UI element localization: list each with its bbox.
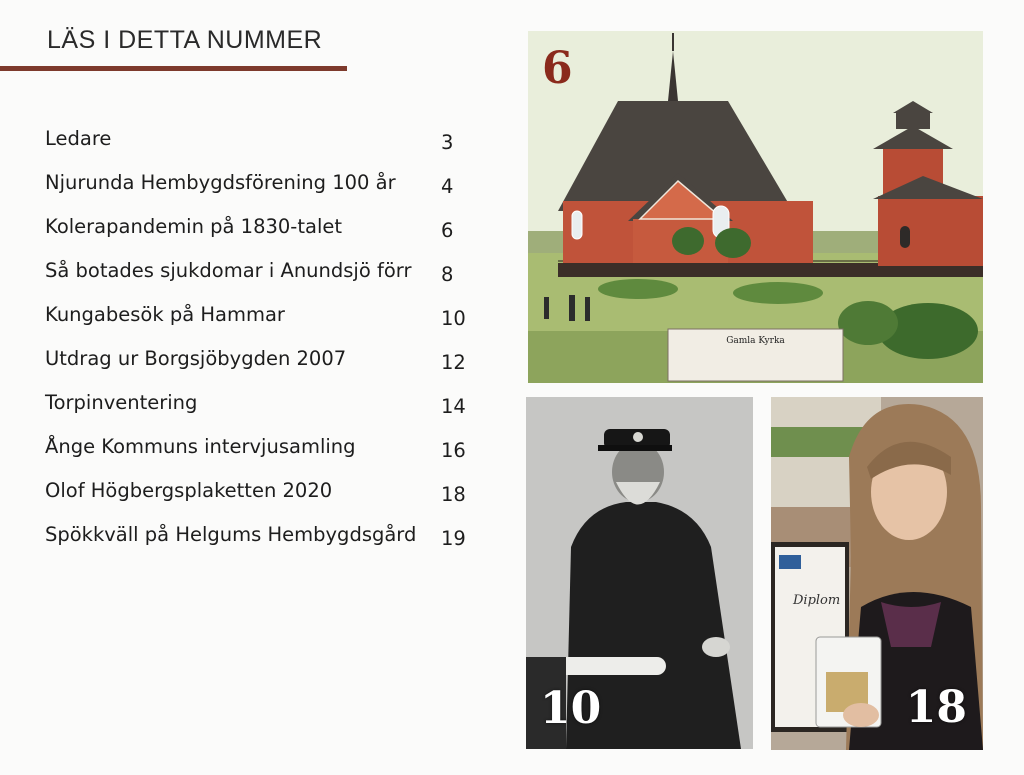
toc-title: Kolerapandemin på 1830-talet [45,215,343,238]
toc-row[interactable] [45,211,475,255]
toc-row[interactable] [45,255,475,299]
toc-title: Utdrag ur Borgsjöbygden 2007 [45,347,347,370]
toc-page-number: 6 [441,219,454,242]
photo-page-number: 18 [905,682,967,733]
toc-row[interactable] [45,343,475,387]
page-title: LÄS I DETTA NUMMER [47,26,323,54]
toc-page-number: 16 [441,439,466,462]
header-divider [0,66,347,71]
toc-title: Njurunda Hembygdsförening 100 år [45,171,396,194]
toc-row[interactable] [45,431,475,475]
toc-row[interactable] [45,387,475,431]
photo-page-number: 6 [542,43,573,94]
diploma-photo-image[interactable] [771,397,983,750]
toc-page-number: 18 [441,483,466,506]
toc-row[interactable] [45,123,475,167]
toc-title: Ledare [45,127,112,150]
table-of-contents [45,123,475,563]
toc-page-number: 4 [441,175,454,198]
toc-row[interactable] [45,475,475,519]
toc-page-number: 3 [441,131,454,154]
diploma-label: Diplom [793,593,841,608]
toc-title: Spökkväll på Helgums Hembygdsgård [45,523,417,546]
toc-page-number: 14 [441,395,466,418]
toc-row[interactable] [45,167,475,211]
portrait-image[interactable] [526,397,753,749]
toc-row[interactable] [45,519,475,563]
toc-title: Kungabesök på Hammar [45,303,285,326]
toc-title: Torpinventering [45,391,198,414]
toc-page-number: 8 [441,263,454,286]
toc-row[interactable] [45,299,475,343]
toc-page-number: 12 [441,351,466,374]
toc-title: Så botades sjukdomar i Anundsjö förr [45,259,412,282]
painting-caption-plate: Gamla Kyrka [726,336,785,346]
church-painting-image[interactable] [528,31,983,383]
photo-page-number: 10 [540,683,602,734]
toc-page-number: 10 [441,307,466,330]
toc-title: Olof Högbergsplaketten 2020 [45,479,333,502]
toc-page-number: 19 [441,527,466,550]
church-illustration [528,31,983,383]
toc-title: Ånge Kommuns intervjusamling [45,435,356,458]
